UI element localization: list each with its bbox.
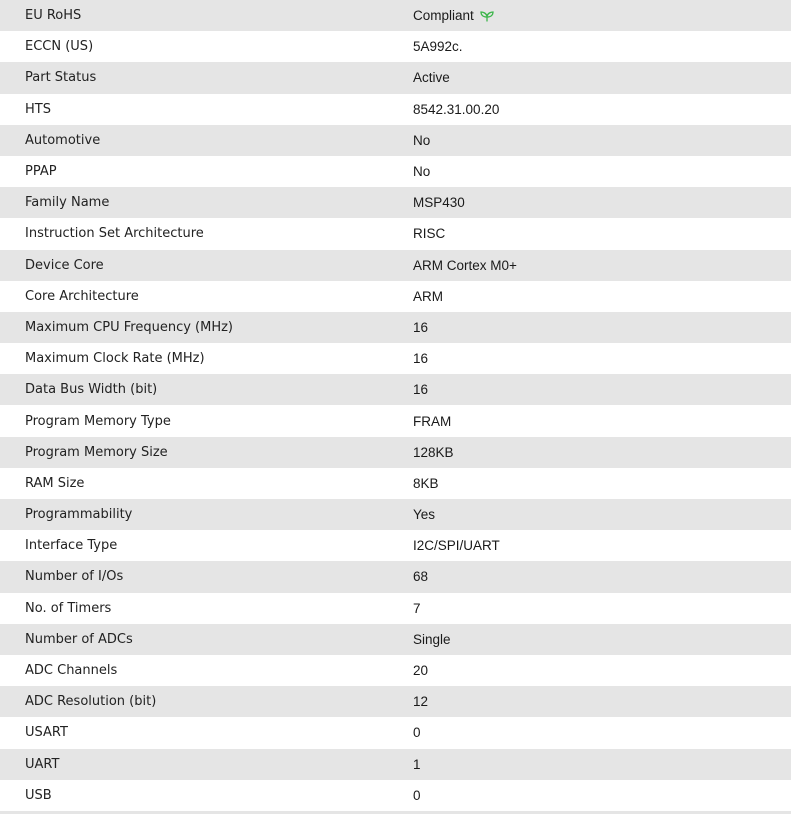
spec-value: No: [388, 156, 791, 187]
spec-label: Family Name: [0, 187, 388, 218]
spec-value: Compliant: [413, 8, 474, 24]
table-row: [0, 281, 791, 312]
spec-label: Part Status: [0, 62, 388, 93]
spec-value-cell: [388, 0, 791, 31]
spec-value: Yes: [388, 499, 791, 530]
spec-label: Interface Type: [0, 530, 388, 561]
spec-value: 12: [388, 686, 791, 717]
spec-label: Programmability: [0, 499, 388, 530]
table-row: [0, 593, 791, 624]
table-row: [0, 62, 791, 93]
table-row: [0, 530, 791, 561]
spec-label: EU RoHS: [0, 0, 388, 31]
table-row: [0, 780, 791, 811]
table-row: [0, 468, 791, 499]
table-row: [0, 686, 791, 717]
spec-value: 5A992c.: [388, 31, 791, 62]
spec-label: Core Architecture: [0, 281, 388, 312]
spec-value: 16: [388, 374, 791, 405]
spec-value: 7: [388, 593, 791, 624]
table-row: [0, 374, 791, 405]
spec-label: USB: [0, 780, 388, 811]
table-row: [0, 125, 791, 156]
table-row: [0, 218, 791, 249]
spec-value: ARM: [388, 281, 791, 312]
spec-value: Single: [388, 624, 791, 655]
table-row: [0, 655, 791, 686]
spec-label: Instruction Set Architecture: [0, 218, 388, 249]
table-bottom-divider: [0, 811, 791, 814]
spec-label: Data Bus Width (bit): [0, 374, 388, 405]
spec-label: ECCN (US): [0, 31, 388, 62]
table-row: [0, 749, 791, 780]
spec-value: FRAM: [388, 405, 791, 436]
spec-label: Program Memory Type: [0, 405, 388, 436]
table-row: [0, 624, 791, 655]
table-row: [0, 717, 791, 748]
spec-label: Number of I/Os: [0, 561, 388, 592]
table-row: [0, 250, 791, 281]
spec-value: 68: [388, 561, 791, 592]
table-row: [0, 312, 791, 343]
table-row: [0, 437, 791, 468]
spec-label: Maximum Clock Rate (MHz): [0, 343, 388, 374]
spec-value: 20: [388, 655, 791, 686]
spec-label: UART: [0, 749, 388, 780]
spec-value: No: [388, 125, 791, 156]
spec-value: 16: [388, 343, 791, 374]
spec-value: 8542.31.00.20: [388, 94, 791, 125]
spec-label: Device Core: [0, 250, 388, 281]
table-row: [0, 31, 791, 62]
spec-label: Maximum CPU Frequency (MHz): [0, 312, 388, 343]
table-row: [0, 187, 791, 218]
spec-label: RAM Size: [0, 468, 388, 499]
spec-value: 128KB: [388, 437, 791, 468]
spec-value: Active: [388, 62, 791, 93]
spec-value: MSP430: [388, 187, 791, 218]
table-row: [0, 405, 791, 436]
spec-label: PPAP: [0, 156, 388, 187]
spec-value: 8KB: [388, 468, 791, 499]
spec-label: No. of Timers: [0, 593, 388, 624]
spec-value: I2C/SPI/UART: [388, 530, 791, 561]
spec-value: 1: [388, 749, 791, 780]
table-row: [0, 0, 791, 31]
spec-label: Program Memory Size: [0, 437, 388, 468]
spec-value: 0: [388, 717, 791, 748]
spec-label: HTS: [0, 94, 388, 125]
leaf-icon: [480, 10, 494, 22]
table-row: [0, 561, 791, 592]
spec-label: USART: [0, 717, 388, 748]
spec-label: ADC Resolution (bit): [0, 686, 388, 717]
spec-value: ARM Cortex M0+: [388, 250, 791, 281]
spec-value: 0: [388, 780, 791, 811]
spec-label: Number of ADCs: [0, 624, 388, 655]
spec-label: ADC Channels: [0, 655, 388, 686]
spec-value: RISC: [388, 218, 791, 249]
table-row: [0, 156, 791, 187]
spec-label: Automotive: [0, 125, 388, 156]
table-row: [0, 499, 791, 530]
spec-value: 16: [388, 312, 791, 343]
table-row: [0, 94, 791, 125]
table-row: [0, 343, 791, 374]
